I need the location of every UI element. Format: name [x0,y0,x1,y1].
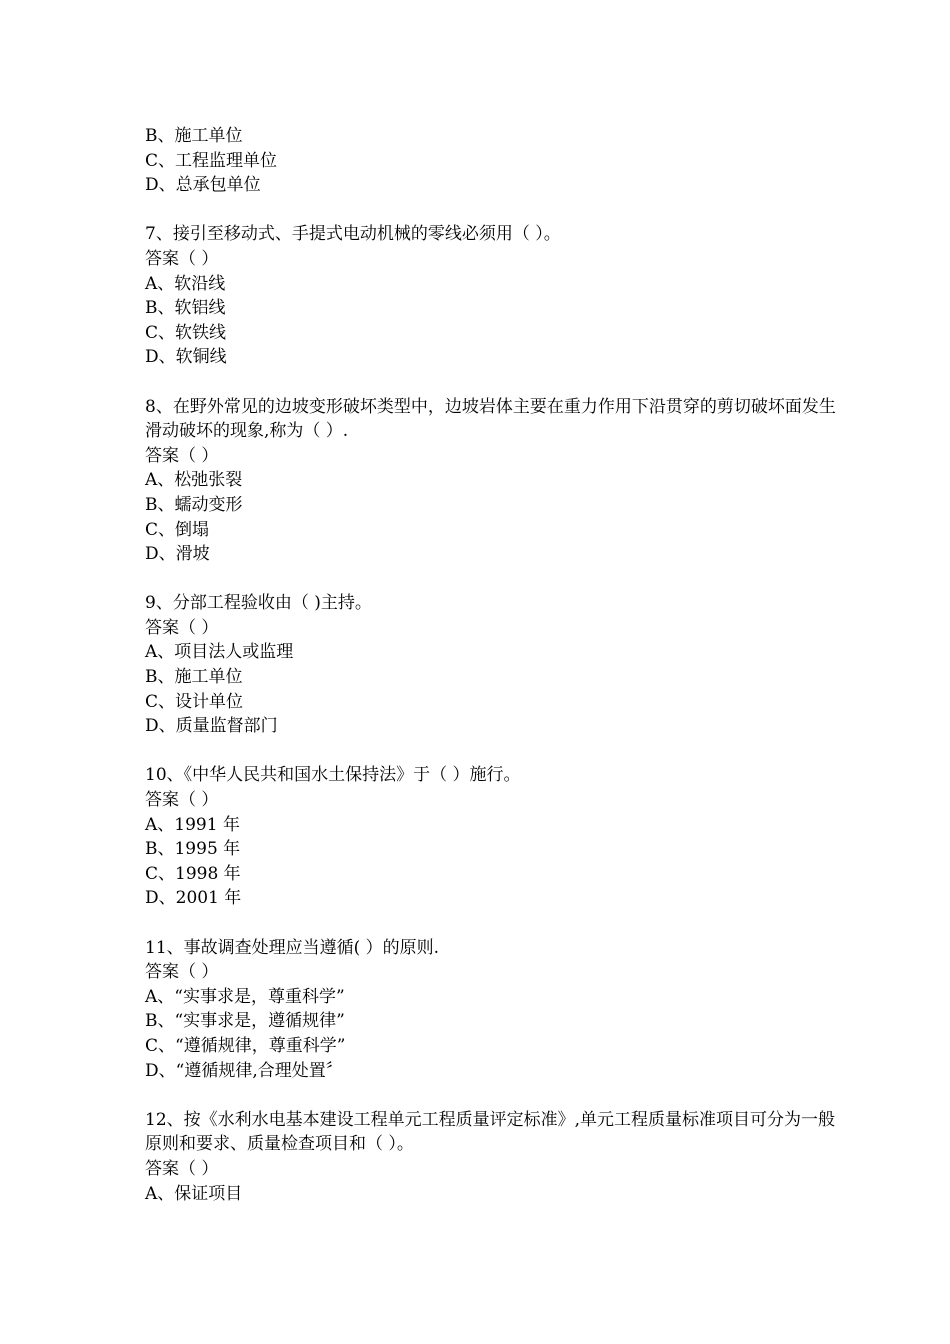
answer-line: 答案（ ） [145,790,219,811]
option: D、2001 年 [145,888,242,909]
option: A、1991 年 [145,814,240,835]
option: C、软铁线 [145,322,227,343]
question-12 [145,1108,845,1206]
option: D、总承包单位 [145,175,261,196]
option: A、松弛张裂 [145,470,243,491]
option: C、工程监理单位 [145,150,278,171]
option: A、“实事求是，尊重科学” [145,986,345,1007]
option: B、软铝线 [145,298,226,319]
option: D、软铜线 [145,347,227,368]
answer-line: 答案（ ） [145,617,219,638]
question-text: 8、在野外常见的边坡变形破坏类型中，边坡岩体主要在重力作用下沿贯穿的剪切破坏面发生滑动破坏的现象,称为（ ）. [145,396,836,442]
option: C、“遵循规律，尊重科学” [145,1035,346,1056]
answer-line: 答案（ ） [145,1158,219,1179]
question-text: 7、接引至移动式、手提式电动机械的零线必须用（ ）。 [145,224,561,245]
question-text: 9、分部工程验收由（ )主持。 [145,593,372,614]
option: D、质量监督部门 [145,716,278,737]
option: B、1995 年 [145,839,241,860]
option: A、项目法人或监理 [145,642,294,663]
option: A、保证项目 [145,1183,243,1204]
question-9 [145,591,845,739]
option: C、设计单位 [145,691,244,712]
option: B、施工单位 [145,667,243,688]
option: D、“遵循规律,合理处置〞 [145,1060,343,1081]
option: B、蠕动变形 [145,494,243,515]
option: C、倒塌 [145,519,210,540]
answer-line: 答案（ ） [145,445,219,466]
option: B、“实事求是，遵循规律” [145,1011,345,1032]
option: C、1998 年 [145,863,241,884]
question-7 [145,222,845,370]
question-text: 12、按《水利水电基本建设工程单元工程质量评定标准》,单元工程质量标准项目可分为一般原则和要求、质量检查项目和（ ）。 [145,1109,836,1155]
question-11 [145,936,845,1084]
answer-line: 答案（ ） [145,962,219,983]
option: A、软沿线 [145,273,226,294]
document-page [145,124,845,1206]
question-text: 11、事故调查处理应当遵循( ）的原则. [145,937,440,958]
question-text: 10、《中华人民共和国水土保持法》于（ ）施行。 [145,765,521,786]
question-8 [145,395,845,567]
option: D、滑坡 [145,544,210,565]
fragment-options [145,124,845,198]
answer-line: 答案（ ） [145,248,219,269]
option: B、施工单位 [145,126,243,146]
question-10 [145,763,845,911]
